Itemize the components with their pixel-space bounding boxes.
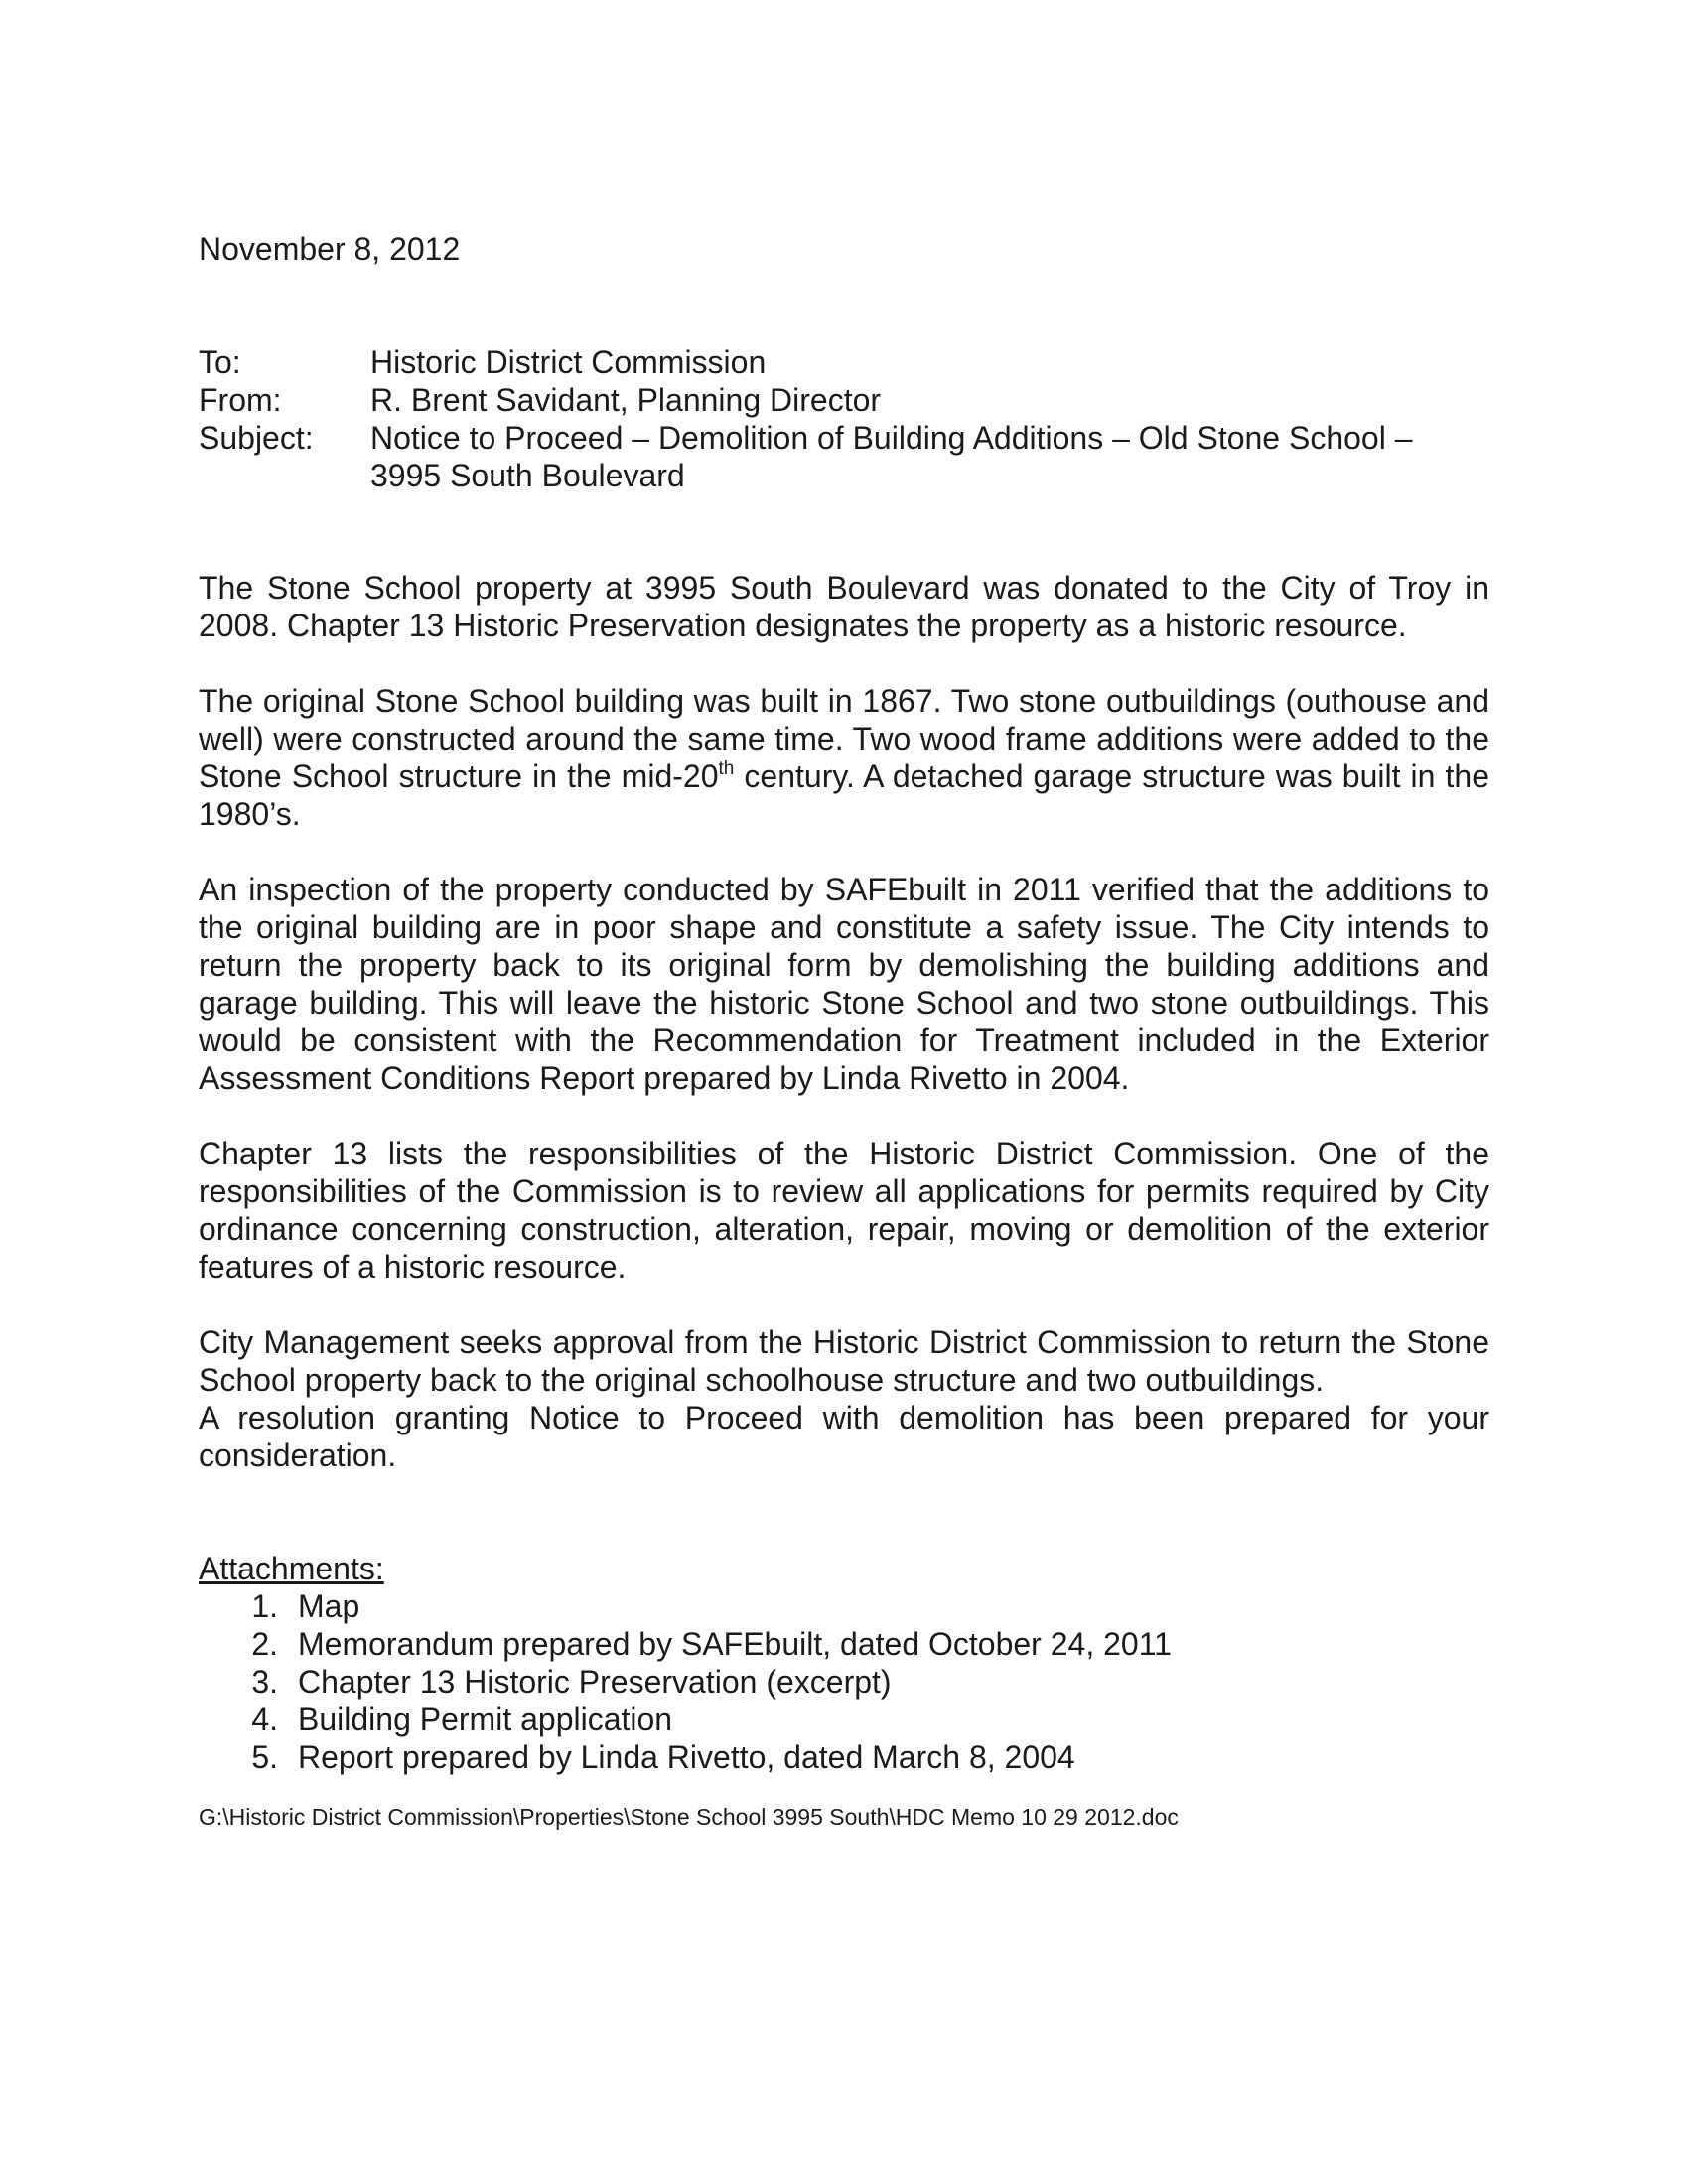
list-item-text: Map (298, 1588, 360, 1624)
list-item-text: Memorandum prepared by SAFEbuilt, dated October 24, 2011 (298, 1626, 1172, 1662)
memo-page (199, 230, 1489, 1832)
list-item (199, 1738, 1489, 1776)
paragraph-2-text-end: century. A detached garage structure was built in the 1980’s. (199, 758, 1490, 832)
body-paragraph-1: The Stone School property at 3995 South Boulevard was donated to the City of Troy in 2008. Chapter 13 Historic Preservation designates the property as a historic resource. (199, 570, 1489, 643)
list-item (199, 1663, 1489, 1701)
list-item (199, 1587, 1489, 1625)
memo-to-row (199, 343, 1489, 381)
subject-label: Subject: (199, 420, 314, 456)
body-paragraph-5 (199, 1323, 1489, 1474)
body-paragraph-3: An inspection of the property conducted by SAFEbuilt in 2011 verified that the additions to the original building are in poor shape and constitute a safety issue. The City intends to return the property back to its original form by demolishing the building additions and garage building. This will leave the historic Stone School and two stone outbuildings. This would be consistent with the Recommendation for Treatment included in the Exterior Assessment Conditions Report prepared by Linda Rivetto in 2004. (199, 872, 1489, 1096)
list-item-number: 4. (251, 1702, 278, 1737)
subject-value: Notice to Proceed – Demolition of Building Additions – Old Stone School – 3995 South Boulevard (370, 420, 1413, 493)
list-item-number: 1. (251, 1588, 278, 1624)
memo-header-block (199, 343, 1489, 494)
list-item (199, 1701, 1489, 1738)
paragraph-5-line-1: City Management seeks approval from the Historic District Commission to return the Stone School property back to the original schoolhouse structure and two outbuildings. (199, 1324, 1489, 1398)
to-label: To: (199, 344, 241, 380)
superscript-th: th (718, 758, 735, 779)
from-label: From: (199, 382, 282, 418)
list-item (199, 1625, 1489, 1663)
document-file-path: G:\Historic District Commission\Properties\Stone School 3995 South\HDC Memo 10 29 2012.doc (199, 1804, 1179, 1830)
list-item-text: Chapter 13 Historic Preservation (excerpt) (298, 1664, 892, 1700)
memo-subject-row (199, 419, 1489, 494)
to-value: Historic District Commission (370, 344, 767, 380)
paragraph-5-line-2: A resolution granting Notice to Proceed with demolition has been prepared for your consideration. (199, 1400, 1489, 1473)
memo-from-row (199, 381, 1489, 419)
memo-date: November 8, 2012 (199, 231, 461, 267)
list-item-text: Building Permit application (298, 1702, 673, 1737)
list-item-number: 5. (251, 1739, 278, 1775)
attachments-section (199, 1550, 1489, 1776)
from-value: R. Brent Savidant, Planning Director (370, 382, 882, 418)
list-item-text: Report prepared by Linda Rivetto, dated March 8, 2004 (298, 1739, 1075, 1775)
list-item-number: 3. (251, 1664, 278, 1700)
body-paragraph-2 (199, 682, 1489, 833)
paragraph-2-text-start: The original Stone School building was built in 1867. Two stone outbuildings (outhouse and well) were constructed around the same time. Two wood frame additions were added to the Stone School structure in the mid-20 (199, 683, 1489, 794)
body-paragraph-4: Chapter 13 lists the responsibilities of the Historic District Commission. One of the responsibilities of the Commission is to review all applications for permits required by City ordinance concerning construction, alteration, repair, moving or demolition of the exterior features of a historic resource. (199, 1136, 1489, 1285)
list-item-number: 2. (251, 1626, 278, 1662)
attachments-heading: Attachments: (199, 1551, 384, 1586)
attachments-list (199, 1587, 1489, 1776)
